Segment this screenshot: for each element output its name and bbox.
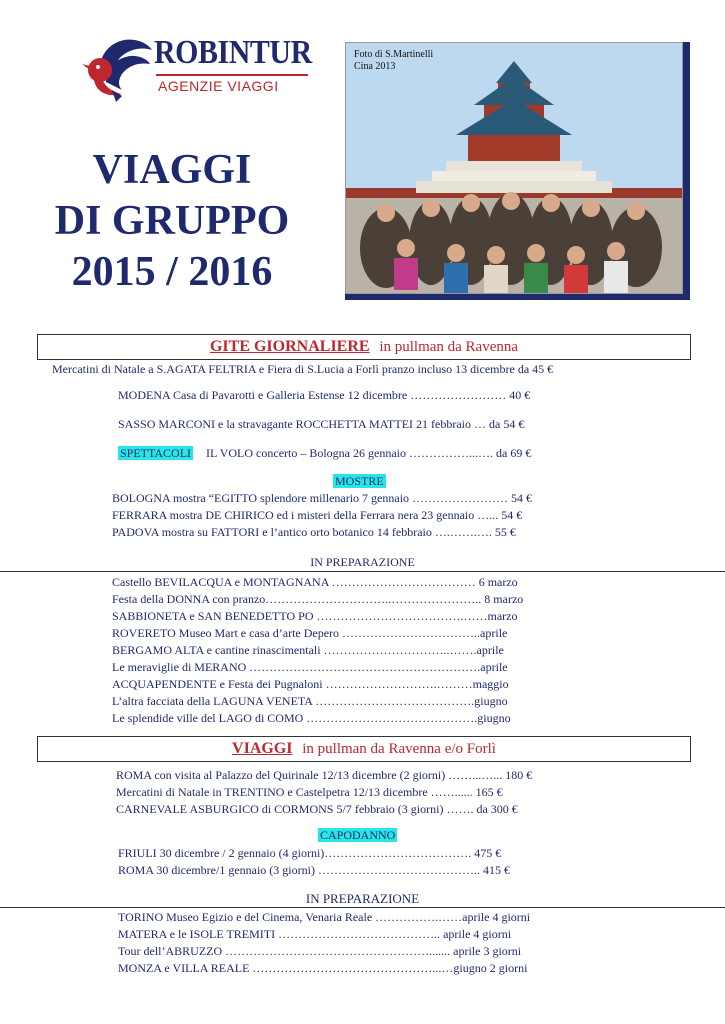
capodanno-item-1-text: FRIULI 30 dicembre / 2 gennaio (4 giorni)………………………………. 475 € bbox=[118, 846, 502, 860]
title-line-2: DI GRUPPO bbox=[54, 198, 290, 244]
gite-item-2-text: MODENA Casa di Pavarotti e Galleria Estense 12 dicembre …………………… 40 € bbox=[118, 388, 531, 402]
spettacoli-row bbox=[118, 446, 531, 461]
viaggi-item-2-text: Mercatini di Natale in TRENTINO e Castelpetra 12/13 dicembre ……...... 165 € bbox=[116, 785, 503, 799]
viaggi-prep-item-3-text: Tour dell’ABRUZZO ……………………………………………....... aprile 3 giorni bbox=[118, 944, 522, 958]
logo-subtitle: AGENZIE VIAGGI bbox=[158, 78, 279, 94]
gite-prep-item-7 bbox=[112, 677, 509, 692]
logo-name: ROBINTUR bbox=[154, 34, 312, 71]
viaggi-prep-item-4-text: MONZA e VILLA REALE ………………………………………...…giugno 2 giorni bbox=[118, 961, 528, 975]
viaggi-prep-item-1 bbox=[118, 910, 530, 925]
page-title bbox=[42, 145, 302, 298]
mostra-item-1 bbox=[112, 491, 532, 506]
gite-item-3-text: SASSO MARCONI e la stravagante ROCCHETTA MATTEI 21 febbraio … da 54 € bbox=[118, 417, 525, 431]
gite-prep-item-9-text: Le splendide ville del LAGO di COMO …………………………………….giugno bbox=[112, 711, 511, 725]
capodanno-item-2-text: ROMA 30 dicembre/1 gennaio (3 giorni) ………………………………….. 415 € bbox=[118, 863, 510, 877]
gite-prep-item-3-text: SABBIONETA e SAN BENEDETTO PO ……………………………….……marzo bbox=[112, 609, 518, 623]
gite-prep-rule bbox=[0, 571, 725, 572]
title-line-1: VIAGGI bbox=[92, 147, 252, 193]
logo-divider bbox=[156, 74, 308, 76]
gite-prep-item-1-text: Castello BEVILACQUA e MONTAGNANA ……………………………… 6 marzo bbox=[112, 575, 518, 589]
gite-prep-item-5 bbox=[112, 643, 504, 658]
title-line-3: 2015 / 2016 bbox=[71, 249, 273, 295]
gite-prep-item-5-text: BERGAMO ALTA e cantine rinascimentali …………………………..…….aprile bbox=[112, 643, 504, 657]
spettacoli-text: IL VOLO concerto – Bologna 26 gennaio ……………...…. da 69 € bbox=[206, 446, 532, 460]
capodanno-item-2 bbox=[118, 863, 510, 878]
viaggi-header-box bbox=[37, 736, 691, 762]
gite-item-3 bbox=[118, 417, 524, 432]
viaggi-prep-item-3 bbox=[118, 944, 521, 959]
gite-prep-item-3 bbox=[112, 609, 517, 624]
viaggi-item-2 bbox=[116, 785, 503, 800]
mostra-item-2 bbox=[112, 508, 522, 523]
mostra-item-2-text: FERRARA mostra DE CHIRICO ed i misteri della Ferrara nera 23 gennaio …... 54 € bbox=[112, 508, 523, 522]
gite-prep-item-2 bbox=[112, 592, 523, 607]
viaggi-item-3 bbox=[116, 802, 518, 817]
viaggi-prep-rule bbox=[0, 907, 725, 908]
gite-title: GITE GIORNALIERE bbox=[209, 338, 370, 355]
gite-prep-item-7-text: ACQUAPENDENTE e Festa dei Pugnaloni ……………………….………maggio bbox=[112, 677, 509, 691]
capodanno-item-1 bbox=[118, 846, 501, 861]
photo-caption bbox=[354, 49, 433, 73]
temple-group-image bbox=[346, 43, 682, 293]
photo-frame bbox=[345, 42, 690, 300]
gite-prep-label: IN PREPARAZIONE bbox=[310, 555, 415, 569]
gite-prep-item-1 bbox=[112, 575, 518, 590]
gite-prep-item-6 bbox=[112, 660, 508, 675]
gite-prep-item-8-text: L’altra facciata della LAGUNA VENETA ………………………………….giugno bbox=[112, 694, 508, 708]
viaggi-item-1-text: ROMA con visita al Palazzo del Quirinale 12/13 dicembre (2 giorni) ……...…... 180 € bbox=[116, 768, 533, 782]
gite-item-1-text: Mercatini di Natale a S.AGATA FELTRIA e Fiera di S.Lucia a Forlì pranzo incluso 13 dicembre da 45 € bbox=[52, 362, 554, 376]
viaggi-prep-item-2-text: MATERA e le ISOLE TREMITI ………………………………….. aprile 4 giorni bbox=[118, 927, 512, 941]
gite-prep-item-8 bbox=[112, 694, 508, 709]
viaggi-title: VIAGGI bbox=[232, 740, 293, 757]
gite-prep-item-6-text: Le meraviglie di MERANO ………………………………………………….aprile bbox=[112, 660, 508, 674]
robintur-logo bbox=[82, 30, 312, 105]
mostra-item-3 bbox=[112, 525, 516, 540]
gite-prep-item-4 bbox=[112, 626, 507, 641]
viaggi-item-3-text: CARNEVALE ASBURGICO di CORMONS 5/7 febbraio (3 giorni) ……. da 300 € bbox=[116, 802, 518, 816]
viaggi-prep-label: IN PREPARAZIONE bbox=[305, 891, 420, 906]
viaggi-subtitle: in pullman da Ravenna e/o Forlì bbox=[302, 741, 496, 757]
photo-caption-author: Foto di S.Martinelli bbox=[354, 49, 434, 60]
capodanno-label-row bbox=[318, 828, 397, 843]
mostre-label: MOSTRE bbox=[335, 474, 384, 488]
mostra-item-3-text: PADOVA mostra su FATTORI e l’antico orto botanico 14 febbraio ….…….…. 55 € bbox=[112, 525, 516, 539]
gite-header-box bbox=[37, 334, 691, 360]
mostra-item-1-text: BOLOGNA mostra “EGITTO splendore millenario 7 gennaio …………………… 54 € bbox=[112, 491, 533, 505]
capodanno-label: CAPODANNO bbox=[320, 828, 396, 842]
viaggi-prep-item-2 bbox=[118, 927, 511, 942]
spettacoli-label: SPETTACOLI bbox=[120, 446, 192, 460]
gite-subtitle: in pullman da Ravenna bbox=[379, 339, 519, 355]
group-photo bbox=[345, 42, 683, 294]
viaggi-prep-item-4 bbox=[118, 961, 527, 976]
gite-prep-item-4-text: ROVERETO Museo Mart e casa d’arte Depero ……………………………..aprile bbox=[112, 626, 508, 640]
gite-prep-item-9 bbox=[112, 711, 511, 726]
viaggi-prep-item-1-text: TORINO Museo Egizio e del Cinema, Venaria Reale …………….……aprile 4 giorni bbox=[118, 910, 531, 924]
photo-caption-place: Cina 2013 bbox=[354, 61, 396, 72]
viaggi-item-1 bbox=[116, 768, 532, 783]
gite-item-2 bbox=[118, 388, 530, 403]
gite-item-1 bbox=[52, 362, 553, 377]
gite-prep-item-2-text: Festa della DONNA con pranzo…………………………..………………….. 8 marzo bbox=[112, 592, 524, 606]
mostre-label-row bbox=[333, 474, 386, 489]
bird-icon bbox=[82, 30, 156, 105]
